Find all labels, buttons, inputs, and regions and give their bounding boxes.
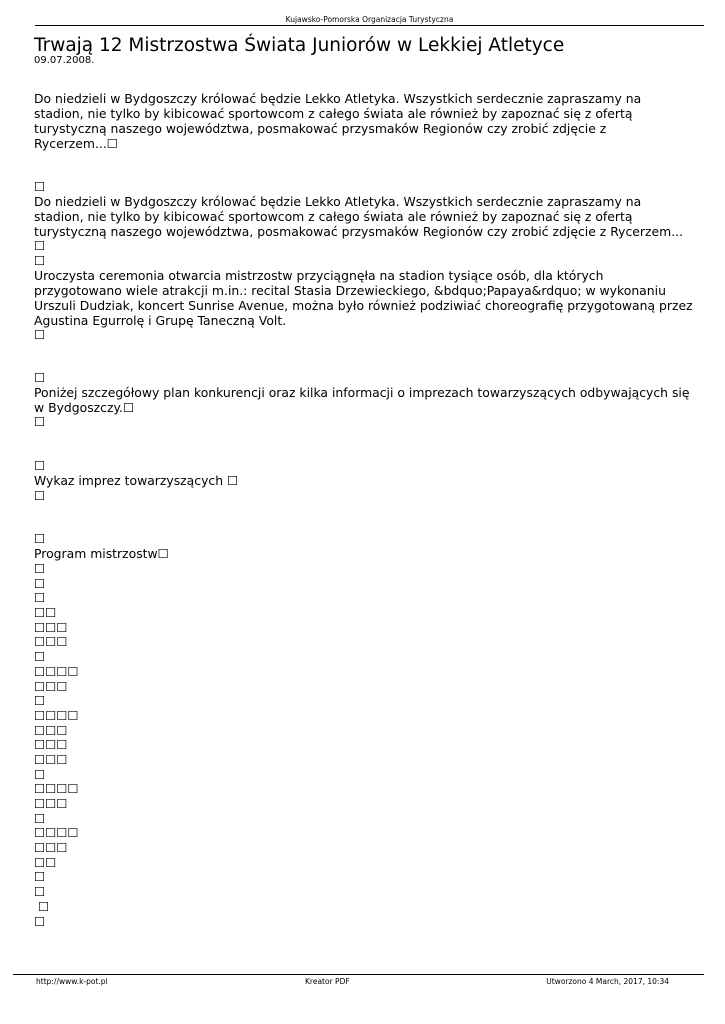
- box-row: ☐☐☐: [34, 678, 68, 694]
- box-placeholder: ☐: [34, 253, 46, 268]
- article-date: 09.07.2008.: [34, 55, 95, 66]
- box-row: ☐☐☐: [34, 619, 68, 635]
- page-header: [35, 15, 704, 26]
- article-paragraph: Poniżej szczegółowy plan konkurencji oraz kilka informacji o imprezach towarzyszących odbywających się w Bydgoszczy.☐: [34, 385, 690, 415]
- box-row: ☐: [34, 693, 46, 709]
- box-placeholder: ☐: [34, 327, 46, 342]
- box-row: ☐☐☐: [34, 840, 68, 856]
- box-row: ☐: [34, 810, 46, 826]
- site-name: Kujawsko-Pomorska Organizacja Turystyczna: [285, 15, 454, 24]
- box-placeholder: ☐: [34, 179, 46, 194]
- footer-url[interactable]: http://www.k-pot.pl: [36, 977, 108, 986]
- page-footer: [13, 974, 704, 986]
- box-row: ☐☐: [34, 605, 57, 621]
- box-placeholder: ☐: [34, 370, 46, 385]
- box-placeholder: ☐: [34, 458, 46, 473]
- box-row: ☐: [34, 898, 50, 914]
- events-list-link[interactable]: Wykaz imprez towarzyszących ☐: [34, 473, 239, 488]
- box-row: ☐: [34, 884, 46, 900]
- box-row: ☐: [34, 913, 46, 929]
- box-row: ☐☐☐☐: [34, 825, 79, 841]
- program-link[interactable]: Program mistrzostw☐: [34, 546, 169, 561]
- box-row: ☐☐☐: [34, 722, 68, 738]
- box-row: ☐☐☐: [34, 634, 68, 650]
- box-list: [34, 562, 154, 929]
- box-row: ☐: [34, 766, 46, 782]
- box-row: ☐☐☐: [34, 796, 68, 811]
- box-placeholder: ☐: [34, 238, 46, 253]
- box-row: ☐☐☐☐: [34, 707, 79, 723]
- box-row: ☐☐☐: [34, 751, 68, 767]
- box-row: ☐☐: [34, 854, 57, 870]
- box-placeholder: ☐: [34, 531, 46, 546]
- box-row: ☐: [34, 561, 46, 576]
- article-paragraph: Do niedzieli w Bydgoszczy królować będzie Lekko Atletyka. Wszystkich serdecznie zapraszamy na stadion, nie tylko by kibicować sportowcom z całego świata ale również by zapoznać się z ofertą turystyczną naszego województwa, posmakować przysmaków Regionów czy zrobić zdjęcie z Rycerzem...: [34, 194, 684, 239]
- article-lead: Do niedzieli w Bydgoszczy królować będzie Lekko Atletyka. Wszystkich serdecznie zapraszamy na stadion, nie tylko by kibicować sportowcom z całego świata ale również by zapoznać się z ofertą turystyczną naszego województwa, posmakować przysmaków Regionów czy zrobić zdjęcie z Rycerzem...☐: [34, 91, 642, 151]
- footer-generator: Kreator PDF: [305, 977, 350, 986]
- box-row: ☐: [34, 590, 46, 606]
- box-row: ☐: [34, 869, 46, 885]
- box-row: ☐: [34, 649, 46, 665]
- footer-created: Utworzono 4 March, 2017, 10:34: [546, 977, 669, 986]
- article-paragraph: Uroczysta ceremonia otwarcia mistrzostw przyciągnęła na stadion tysiące osób, dla których przygotowano wiele atrakcji m.in.: recital Stasia Drzewieckiego, &bdquo;Papaya&rdquo; w wykonaniu Urszuli Dudziak, koncert Sunrise Avenue, można było również podziwiać choreografię przygotowaną przez Agustina Egurrolę i Grupę Taneczną Volt.: [34, 268, 693, 328]
- box-row: ☐☐☐: [34, 737, 68, 753]
- box-row: ☐☐☐☐: [34, 663, 79, 679]
- article-title: Trwają 12 Mistrzostwa Świata Juniorów w Lekkiej Atletyce: [34, 35, 565, 56]
- box-placeholder: ☐: [34, 488, 46, 503]
- box-row: ☐☐☐☐: [34, 781, 79, 797]
- box-row: ☐: [34, 575, 46, 591]
- box-placeholder: ☐: [34, 414, 46, 429]
